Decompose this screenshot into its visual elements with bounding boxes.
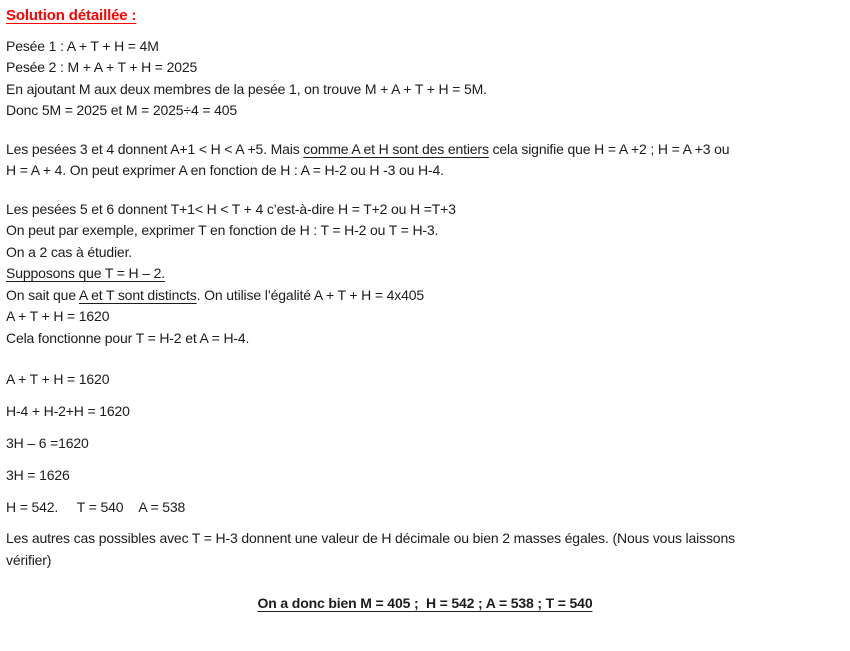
text-segment: vérifier) [6, 551, 52, 568]
equation-substitution [6, 401, 844, 423]
underlined-text: Supposons que T = H – 2. [6, 265, 165, 281]
document-body [6, 36, 844, 615]
text-segment: H-4 + H-2+H = 1620 [6, 403, 130, 419]
results-values [6, 497, 844, 519]
text-segment: On a 2 cas à étudier. [6, 243, 133, 260]
text-segment: Pesée 1 : A + T + H = 4M [6, 37, 159, 54]
text-segment: H = A + 4. On peut exprimer A en fonction de H : A = H-2 ou H -3 ou H-4. [6, 162, 444, 178]
equation-3h-value [6, 465, 844, 487]
weighings-3-4 [6, 139, 844, 182]
text-segment: En ajoutant M aux deux membres de la pesée 1, on trouve M + A + T + H = 5M. [6, 80, 487, 97]
text-segment: Pesée 2 : M + A + T + H = 2025 [6, 59, 198, 75]
equation-3h-minus-6 [6, 433, 844, 455]
text-segment: On sait que [6, 286, 79, 303]
underlined-text: A et T sont distincts [78, 286, 197, 303]
underlined-text: comme A et H sont des entiers [303, 140, 489, 157]
text-segment: Les autres cas possibles avec T = H-3 donnent une valeur de H décimale ou bien 2 masses égales. (Nous vous laissons [6, 530, 735, 546]
underlined-text: On a donc bien M = 405 ; H = 542 ; A = 538 ; T = 540 [257, 595, 593, 611]
other-cases-note [6, 528, 844, 571]
equation-sum [6, 369, 844, 391]
solution-title: Solution détaillée : [6, 7, 137, 24]
weighings-1-2 [6, 36, 844, 122]
text-segment: A + T + H = 1620 [6, 371, 110, 387]
text-segment: On peut par exemple, exprimer T en fonction de H : T = H-2 ou T = H-3. [6, 222, 439, 238]
text-segment: . On utilise l’égalité A + T + H = 4x405 [196, 286, 425, 303]
text-segment: H = 542. T = 540 A = 538 [6, 499, 186, 515]
text-segment: Les pesées 3 et 4 donnent A+1 < H < A +5. Mais [6, 140, 304, 157]
text-segment: cela signifie que H = A +2 ; H = A +3 ou [488, 140, 730, 157]
text-segment: 3H – 6 =1620 [6, 435, 89, 451]
text-segment: A + T + H = 1620 [6, 308, 110, 324]
conclusion [6, 593, 844, 615]
text-segment: Cela fonctionne pour T = H-2 et A = H-4. [6, 329, 250, 346]
text-segment: Les pesées 5 et 6 donnent T+1< H < T + 4 c’est-à-dire H = T+2 ou H =T+3 [6, 200, 456, 217]
text-segment: Donc 5M = 2025 et M = 2025÷4 = 405 [6, 102, 238, 118]
text-segment: 3H = 1626 [6, 467, 70, 483]
weighings-5-6-case-study [6, 199, 844, 350]
